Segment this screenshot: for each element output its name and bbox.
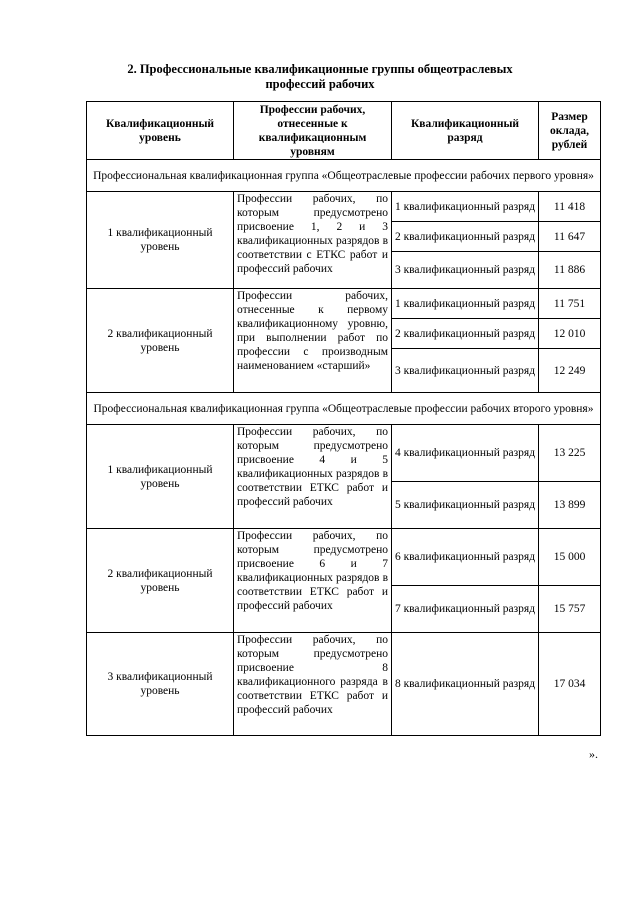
qualification-grade: 2 квалификационный разряд [392,319,539,349]
professions-description: Профессии рабочих, по которым предусмотрено присвоение 4 и 5 квалификационных разрядов в соответствии ЕТКС работ и профессий рабочих [234,425,392,529]
qualification-grade: 7 квалификационный разряд [392,586,539,633]
salary-value: 13 899 [539,482,601,529]
qualification-level: 2 квалификационный уровень [87,529,234,633]
qualification-grade: 8 квалификационный разряд [392,633,539,736]
professions-description: Профессии рабочих, по которым предусмотрено присвоение 1, 2 и 3 квалификационных разрядов в соответствии с ЕТКС работ и профессий рабочих [234,192,392,289]
closing-quote-mark: ». [589,747,598,761]
qualification-level: 2 квалификационный уровень [87,289,234,393]
header-grade: Квалификационный разряд [392,102,539,160]
professions-description: Профессии рабочих, по которым предусмотрено присвоение 6 и 7 квалификационных разрядов в соответствии ЕТКС работ и профессий рабочих [234,529,392,633]
table-row [87,529,601,586]
qualification-grade: 5 квалификационный разряд [392,482,539,529]
table-row [87,425,601,482]
qualification-level: 1 квалификационный уровень [87,425,234,529]
salary-value: 13 225 [539,425,601,482]
table-row [87,289,601,319]
professions-description: Профессии рабочих, по которым предусмотрено присвоение 8 квалификационного разряда в соответствии ЕТКС работ и профессий рабочих [234,633,392,736]
salary-value: 12 249 [539,349,601,393]
salary-value: 11 647 [539,222,601,252]
qualification-grade: 4 квалификационный разряд [392,425,539,482]
salary-value: 15 757 [539,586,601,633]
table-row [87,633,601,736]
qualification-grade: 2 квалификационный разряд [392,222,539,252]
salary-value: 11 418 [539,192,601,222]
salary-value: 17 034 [539,633,601,736]
header-professions: Профессии рабочих, отнесенные к квалификационным уровням [234,102,392,160]
group-row [87,393,601,425]
group-title: Профессиональная квалификационная группа «Общеотраслевые профессии рабочих первого уровня» [87,160,601,192]
header-salary: Размер оклада, рублей [539,102,601,160]
salary-table [86,101,601,736]
salary-value: 11 751 [539,289,601,319]
section-title-line-1: 2. Профессиональные квалификационные группы общеотраслевых [127,62,513,76]
salary-value: 15 000 [539,529,601,586]
qualification-grade: 1 квалификационный разряд [392,289,539,319]
section-title [0,62,640,92]
group-title: Профессиональная квалификационная группа «Общеотраслевые профессии рабочих второго уровня» [87,393,601,425]
group-row [87,160,601,192]
table-row [87,192,601,222]
salary-value: 12 010 [539,319,601,349]
qualification-grade: 6 квалификационный разряд [392,529,539,586]
header-level: Квалификационный уровень [87,102,234,160]
header-row [87,102,601,160]
qualification-level: 1 квалификационный уровень [87,192,234,289]
qualification-grade: 3 квалификационный разряд [392,349,539,393]
salary-value: 11 886 [539,252,601,289]
qualification-grade: 1 квалификационный разряд [392,192,539,222]
section-title-line-2: профессий рабочих [265,77,375,91]
qualification-grade: 3 квалификационный разряд [392,252,539,289]
professions-description: Профессии рабочих, отнесенные к первому квалификационному уровню, при выполнении работ по профессии с производным наименованием «старший» [234,289,392,393]
qualification-level: 3 квалификационный уровень [87,633,234,736]
